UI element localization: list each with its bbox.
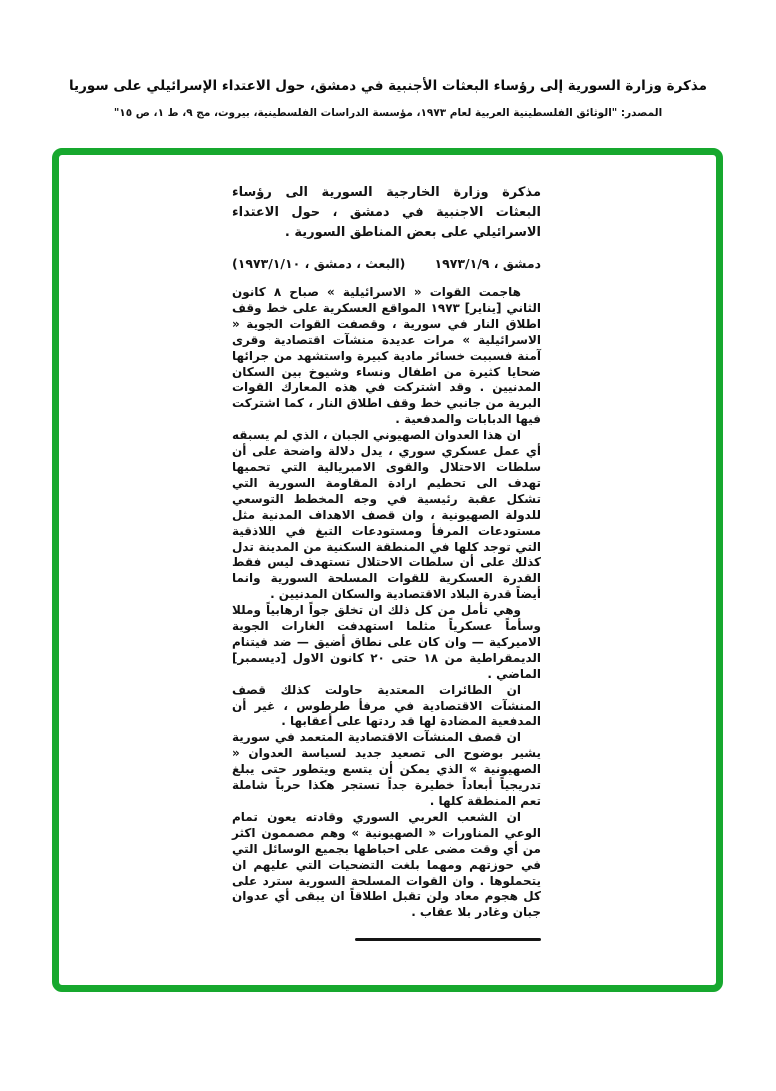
source-citation: المصدر: "الوثائق الفلسطينية العربية لعام ١٩٧٣، مؤسسة الدراسات الفلسطينية، بيروت، مج ٩، ط ١، ص ١٥": [113, 107, 663, 119]
document-page: [232, 183, 541, 941]
document-paragraph: ان هذا العدوان الصهيوني الجبان ، الذي لم يسبقه أي عمل عسكري سوري ، يدل دلالة واضحة على أن سلطات الاحتلال والقوى الامبريالية التي تحميها تهدف الى تحطيم ارادة المقاومة السورية التي تشكل عقبة رئيسية في وجه المخطط التوسعي للدولة الصهيونية ، وان قصف الاهداف المدنية مثل مستودعات المرفأ ومستودعات التبغ في اللاذقية التي توجد كلها في المنطقة السكنية من المدينة تدل كذلك على أن سلطات الاحتلال تستهدف ليس فقط القدرة العسكرية للقوات المسلحة السورية وانما أيضاً قدرة البلاد الاقتصادية والسكان المدنيين .: [232, 428, 541, 602]
document-paragraph: وهي تأمل من كل ذلك ان تخلق جواً ارهابياً ومللا وسأماً عسكرياً مثلما استهدفت الغارات الجوية الاميركية — وان كان على نطاق أضيق — ضد فيتنام الديمقراطية من ١٨ حتى ٢٠ كانون الاول [ديسمبر] الماضي .: [232, 603, 541, 681]
dateline-place-date: دمشق ، ١٩٧٣/١/٩: [434, 256, 541, 271]
page-title: مذكرة وزارة السورية إلى رؤساء البعثات الأجنبية في دمشق، حول الاعتداء الإسرائيلي على سوريا: [68, 78, 708, 94]
document-heading: مذكرة وزارة الخارجية السورية الى رؤساء البعثات الاجنبية في دمشق ، حول الاعتداء الاسرائيلي على بعض المناطق السورية .: [232, 185, 541, 240]
document-paragraph: ان قصف المنشآت الاقتصادية المتعمد في سورية يشير بوضوح الى تصعيد جديد لسياسة العدوان « الصهيونية » الذي يمكن أن يتسع ويتطور حتى يبلغ تدريجياً أبعاداً خطيرة جداً تستجر هكذا حرباً شاملة تعم المنطقة كلها .: [232, 730, 541, 808]
document-paragraph: هاجمت القوات « الاسرائيلية » صباح ٨ كانون الثاني [يناير] ١٩٧٣ المواقع العسكرية على خط وقف اطلاق النار في سورية ، وقصفت القوات الجوية « الاسرائيلية » مرات عديدة منشآت اقتصادية وقرى آمنة فسببت خسائر مادية كبيرة واستشهد من جرائها ضحايا كثيرة من اطفال ونساء وشيوخ بين السكان المدنيين . وقد اشتركت في هذه المعارك القوات البرية من جانبي خط وقف اطلاق النار ، كما اشتركت فيها الدبابات والمدفعية .: [232, 285, 542, 427]
document-body: [232, 285, 541, 921]
footer-divider: [355, 938, 541, 941]
document-paragraph: ان الشعب العربي السوري وقادته يعون تمام الوعي المناورات « الصهيونية » وهم مصممون اكثر من أي وقت مضى على احباطها بجميع الوسائل التي في حوزتهم ومهما بلغت التضحيات التي عليهم ان يتحملوها . وان القوات المسلحة السورية سترد على كل هجوم معاد ولن تقبل اطلاقاً ان يبقى أي عدوان جبان وغادر بلا عقاب .: [232, 809, 541, 920]
document-paragraph: ان الطائرات المعتدية حاولت كذلك قصف المنشآت الاقتصادية في مرفأ طرطوس ، غير أن المدفعية المضادة لها قد ردتها على أعقابها .: [232, 682, 541, 729]
dateline: [232, 256, 541, 271]
dateline-publication: (البعث ، دمشق ، ١٩٧٣/١/١٠): [232, 256, 406, 271]
